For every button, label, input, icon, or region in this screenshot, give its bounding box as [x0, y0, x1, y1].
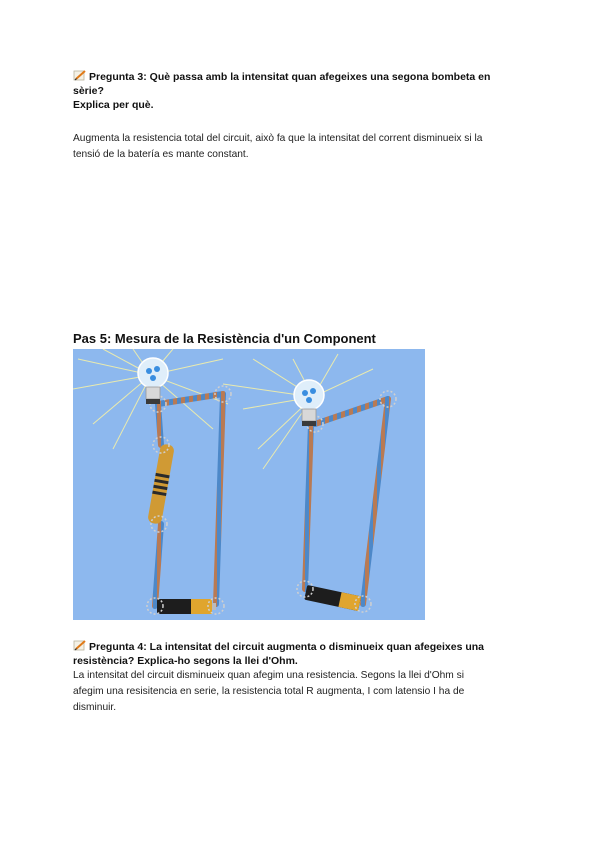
question-4-answer	[73, 668, 533, 716]
question-3-title	[73, 70, 533, 112]
question-4-answer-line1: La intensitat del circuit disminueix quan afegim una resistencia. Segons la llei d'Ohm si	[73, 670, 464, 681]
question-3-answer-line1: Augmenta la resistencia total del circuit, això fa que la intensitat del corrent disminueix si la	[73, 133, 483, 144]
battery-icon	[157, 599, 216, 614]
question-4-title-line1: Pregunta 4: La intensitat del circuit augmenta o disminueix quan afegeixes una	[89, 641, 485, 653]
circuit-2-wires	[305, 399, 388, 604]
resistor-icon	[147, 443, 175, 524]
pencil-icon	[73, 70, 86, 81]
question-4-answer-line2: afegim una resisitencia en serie, la resistencia total R augmenta, I com latensio I ha de	[73, 686, 465, 697]
bulb-icon	[294, 380, 324, 426]
pencil-icon	[73, 640, 86, 651]
question-4-answer-line3: disminuir.	[73, 702, 117, 713]
question-4-title-line2: resistència? Explica-ho segons la llei d'Ohm.	[73, 655, 298, 667]
bulb-icon	[138, 358, 168, 404]
step-5-heading: Pas 5: Mesura de la Resistència d'un Component	[73, 331, 376, 346]
question-3-subtitle: Explica per què.	[73, 99, 154, 111]
circuit-simulation-image	[73, 349, 425, 620]
question-3-title-line1: Pregunta 3: Què passa amb la intensitat quan afegeixes una segona bombeta en	[89, 71, 491, 83]
junction-nodes	[147, 386, 396, 614]
question-4-title	[73, 640, 533, 668]
circuit-diagram	[73, 349, 425, 620]
question-3-answer	[73, 131, 533, 163]
question-3-answer-line2: tensió de la batería es mante constant.	[73, 149, 249, 160]
question-3-title-line2: sèrie?	[73, 85, 104, 97]
